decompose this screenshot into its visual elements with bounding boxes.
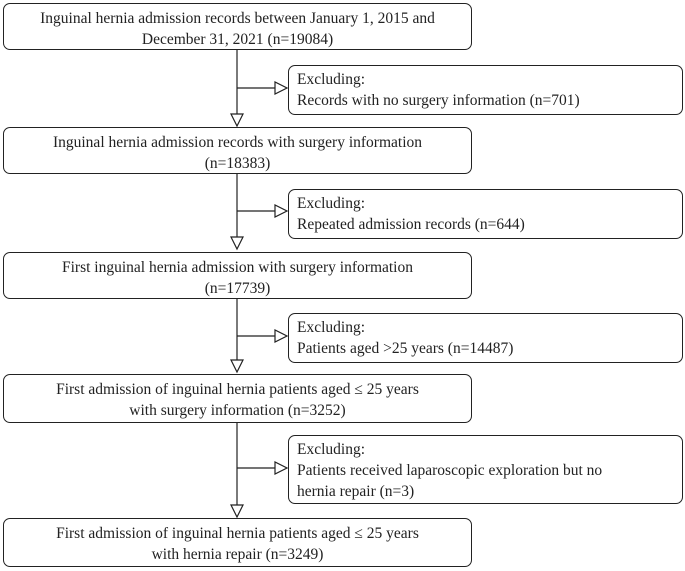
exclusion-arrowhead-4 bbox=[275, 462, 287, 474]
exclusion-3-detail: Patients aged >25 years (n=14487) bbox=[297, 340, 514, 357]
flow-step-5-box bbox=[3, 518, 472, 567]
exclusion-box-1 bbox=[288, 65, 683, 115]
flow-arrowhead-down-4 bbox=[231, 505, 243, 517]
flow-arrowhead-down-2 bbox=[231, 237, 243, 249]
flow-step-4-line-2: with surgery information (n=3252) bbox=[129, 402, 346, 419]
exclusion-2-heading: Excluding: bbox=[297, 195, 366, 212]
exclusion-4-detail-1: Patients received laparoscopic exploration but no bbox=[297, 462, 603, 479]
flow-step-2-box bbox=[3, 127, 472, 174]
exclusion-box-3 bbox=[288, 313, 683, 363]
exclusion-arrowhead-2 bbox=[275, 205, 287, 217]
flow-step-3-line-2: (n=17739) bbox=[204, 280, 271, 297]
exclusion-arrowhead-1 bbox=[275, 82, 287, 94]
flow-step-5-line-2: with hernia repair (n=3249) bbox=[151, 546, 324, 563]
exclusion-1-heading: Excluding: bbox=[297, 71, 366, 88]
exclusion-box-2 bbox=[288, 189, 683, 239]
flow-arrowhead-down-1 bbox=[231, 114, 243, 126]
flow-step-4-line-1: First admission of inguinal hernia patients aged ≤ 25 years bbox=[56, 381, 419, 398]
exclusion-3-heading: Excluding: bbox=[297, 319, 366, 336]
flow-step-5-line-1: First admission of inguinal hernia patients aged ≤ 25 years bbox=[56, 525, 419, 542]
flow-step-3-box bbox=[3, 252, 472, 299]
flow-step-3-line-1: First inguinal hernia admission with surgery information bbox=[61, 259, 413, 276]
flow-step-1-line-2: December 31, 2021 (n=19084) bbox=[141, 31, 334, 48]
exclusion-1-detail: Records with no surgery information (n=701) bbox=[297, 92, 580, 109]
flow-step-4-box bbox=[3, 374, 472, 423]
exclusion-2-detail: Repeated admission records (n=644) bbox=[297, 216, 525, 233]
flow-step-2-line-1: Inguinal hernia admission records with surgery information bbox=[52, 134, 423, 151]
exclusion-box-4 bbox=[288, 435, 683, 504]
flow-step-2-line-2: (n=18383) bbox=[204, 155, 271, 172]
flow-step-1-line-1: Inguinal hernia admission records between January 1, 2015 and bbox=[40, 10, 435, 27]
exclusion-4-heading: Excluding: bbox=[297, 441, 366, 458]
flow-step-1-box bbox=[3, 3, 472, 50]
exclusion-arrowhead-3 bbox=[275, 330, 287, 342]
flow-arrowhead-down-3 bbox=[231, 360, 243, 372]
exclusion-4-detail-2: hernia repair (n=3) bbox=[297, 483, 415, 500]
